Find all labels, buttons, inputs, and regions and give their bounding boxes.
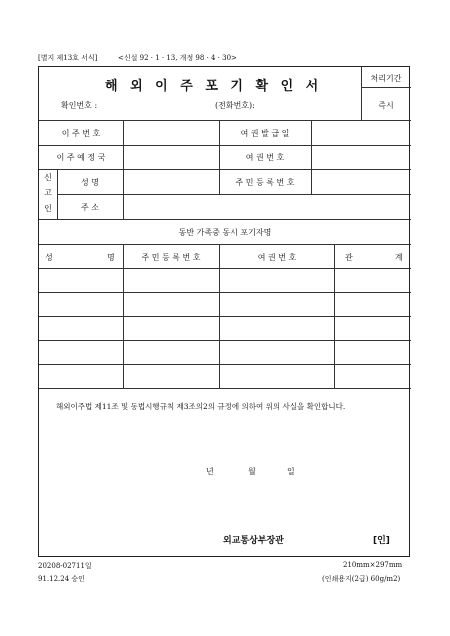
date-month-label: 월	[248, 467, 256, 476]
date-day-label: 일	[287, 467, 295, 476]
form-code: 20208-02711일	[38, 562, 92, 570]
declarant-char-1: 신	[44, 173, 52, 182]
family-col-relation-a: 관	[345, 253, 353, 262]
declarant-char-2: 고	[44, 188, 52, 197]
resident-number-label: 주 민 등 록 번 호	[235, 178, 295, 187]
official-seal-mark: [인]	[373, 536, 390, 546]
passport-issue-date-label: 여 권 발 급 일	[240, 129, 290, 138]
family-col-name-a: 성	[45, 253, 53, 262]
declarant-name-label: 성 명	[81, 178, 99, 187]
family-col-passport-number: 여 권 번 호	[257, 253, 297, 262]
phone-label: (전화번호):	[215, 101, 255, 110]
paper-size: 210mm×297mm	[343, 561, 403, 569]
destination-country-label: 이 주 예 정 국	[56, 153, 106, 162]
passport-number-label: 여 권 번 호	[245, 153, 285, 162]
paper-spec: (인쇄용지(2급) 60g/m2)	[322, 575, 401, 583]
processing-period-value: 즉시	[378, 101, 394, 110]
family-col-relation-b: 계	[395, 253, 403, 262]
family-col-name-b: 명	[107, 253, 115, 262]
form-number: [별지 제13호 서식]	[38, 54, 98, 62]
confirm-number-label: 확인번호 :	[61, 101, 98, 110]
address-label: 주 소	[81, 203, 99, 212]
declarant-char-3: 인	[44, 204, 52, 213]
revision-note: <신설 92 · 1 · 13, 개정 98 · 4 · 30>	[118, 54, 237, 62]
confirmation-statement: 해외이주법 제11조 및 동법시행규칙 제3조의2의 규정에 의하여 위의 사실을 확인합니다.	[56, 402, 346, 411]
family-col-resident-number: 주 민 등 록 번 호	[141, 253, 201, 262]
date-year-label: 년	[206, 467, 214, 476]
emigration-number-label: 이 주 번 호	[61, 129, 101, 138]
form-title: 해 외 이 주 포 기 확 인 서	[105, 79, 323, 94]
issuing-authority: 외교통상부장관	[223, 536, 284, 546]
approval-date: 91.12.24 승인	[38, 575, 85, 583]
emigration-renunciation-form	[38, 66, 410, 557]
family-section-title: 동반 가족중 동시 포기자명	[178, 228, 272, 237]
processing-period-label: 처리기간	[370, 74, 402, 83]
